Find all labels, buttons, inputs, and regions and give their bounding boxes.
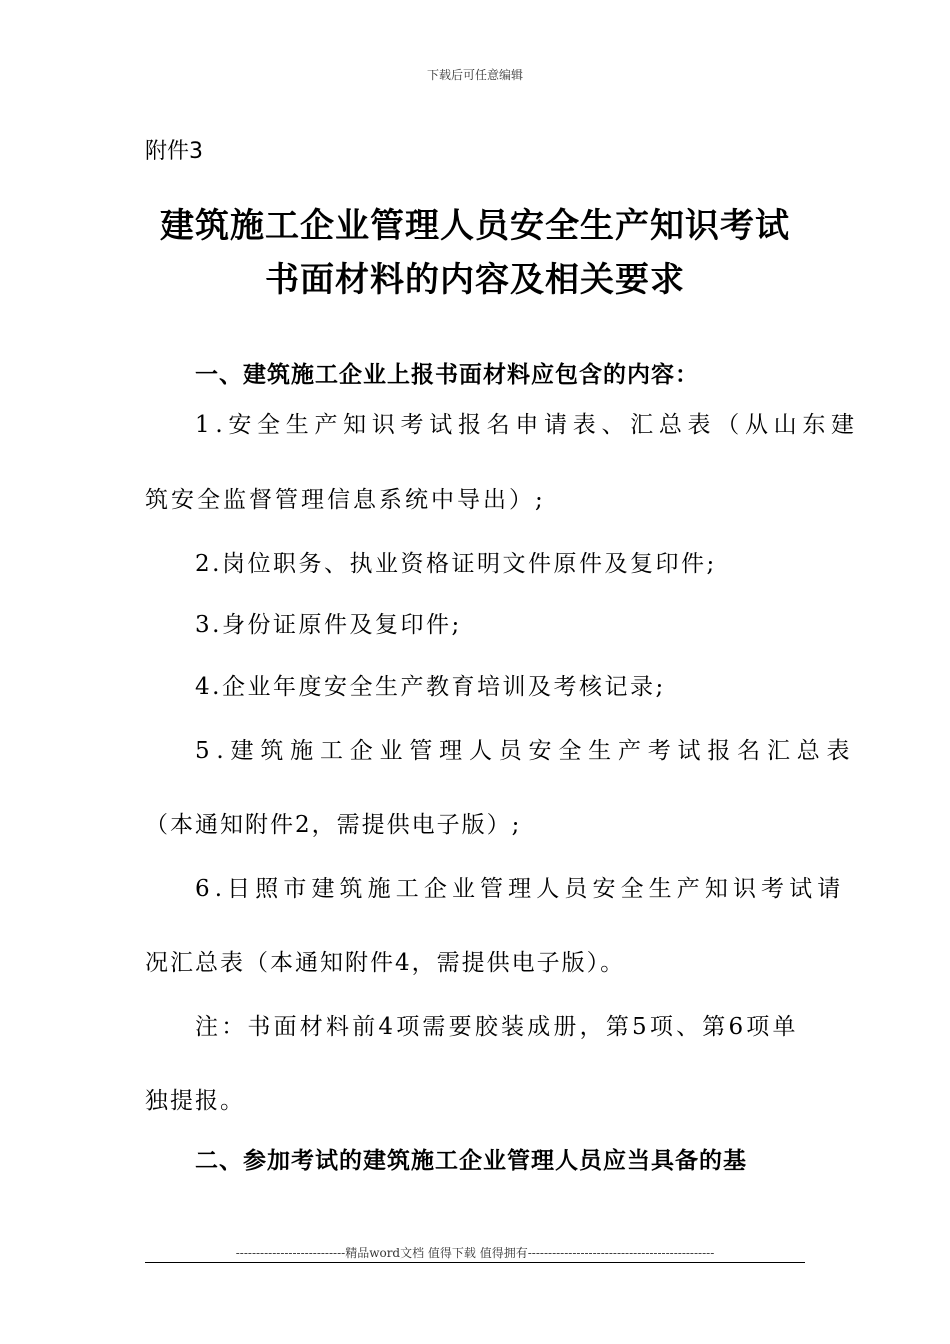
document-title-line-1: 建筑施工企业管理人员安全生产知识考试 (160, 206, 790, 246)
section-1-heading: 一、建筑施工企业上报书面材料应包含的内容： (195, 362, 699, 388)
attachment-label: 附件3 (145, 139, 203, 164)
note-line-2: 独提报。 (145, 1088, 245, 1114)
header-note: 下载后可任意编辑 (426, 68, 523, 82)
item-2: 2.岗位职务、执业资格证明文件原件及复印件; (195, 551, 717, 577)
item-4: 4.企业年度安全生产教育培训及考核记录; (195, 674, 666, 700)
note-line-1: 注：书面材料前4项需要胶装成册，第5项、第6项单 (195, 1014, 799, 1040)
item-5-line-1: 5.建筑施工企业管理人员安全生产考试报名汇总表 (195, 738, 857, 764)
item-6-line-2: 况汇总表（本通知附件4，需提供电子版）。 (145, 950, 626, 976)
footer-divider (145, 1262, 805, 1263)
footer-text: ---------------------------精品word文档 值得下载 值得拥有---------------------------------------------- (235, 1246, 715, 1260)
section-2-heading: 二、参加考试的建筑施工企业管理人员应当具备的基 (195, 1148, 747, 1174)
item-1-line-1: 1.安全生产知识考试报名申请表、汇总表（从山东建 (195, 412, 860, 438)
item-5-line-2: （本通知附件2，需提供电子版）; (145, 812, 522, 838)
item-3: 3.身份证原件及复印件; (195, 612, 462, 638)
document-title-line-2: 书面材料的内容及相关要求 (265, 260, 685, 300)
item-1-line-2: 筑安全监督管理信息系统中导出）; (145, 487, 546, 513)
item-6-line-1: 6.日照市建筑施工企业管理人员安全生产知识考试请 (195, 876, 846, 902)
